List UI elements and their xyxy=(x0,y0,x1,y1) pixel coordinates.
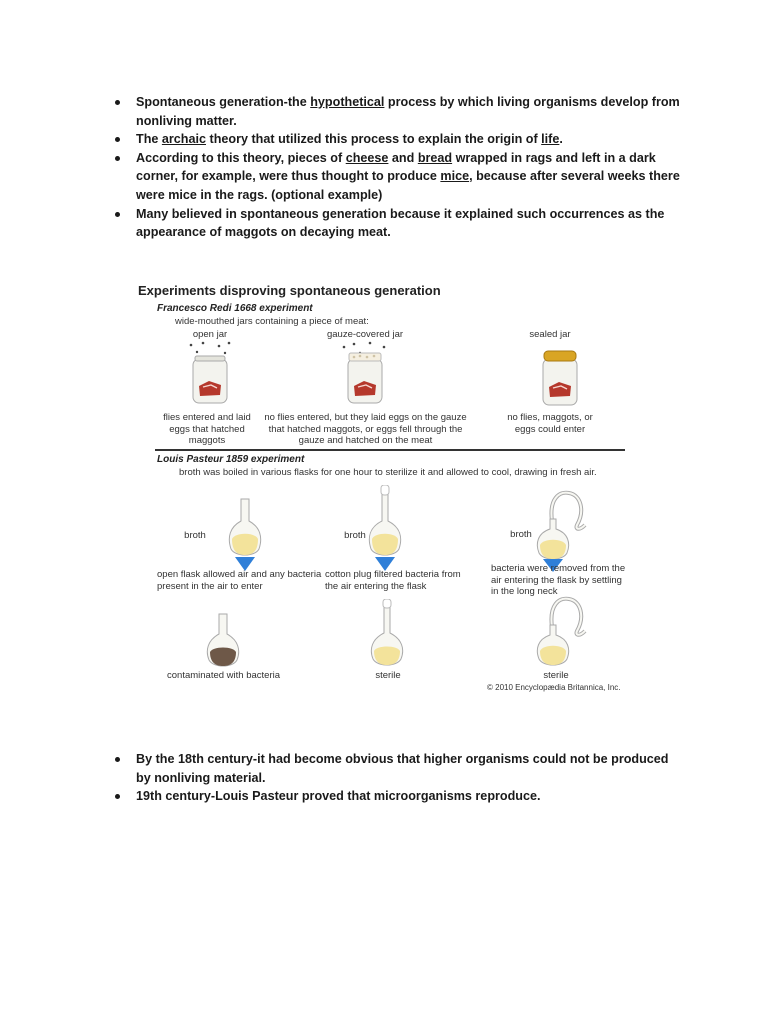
bullet-item: Many believed in spontaneous generation because it explained such occurrences as the appearance of maggots on decaying meat. xyxy=(112,205,682,242)
result-contaminated: contaminated with bacteria xyxy=(167,670,281,681)
jar-label-sealed: sealed jar xyxy=(529,329,571,340)
redi-heading: Francesco Redi 1668 experiment xyxy=(157,303,313,314)
redi-caption-sealed: no flies, maggots, or eggs could enter xyxy=(507,412,593,435)
bullet-item: By the 18th century-it had become obvious that higher organisms could not be produced by nonliving material. xyxy=(112,750,682,787)
bullet-list-top xyxy=(112,93,682,242)
copyright: © 2010 Encyclopædia Britannica, Inc. xyxy=(487,683,621,692)
bullet-item: The archaic theory that utilized this process to explain the origin of life. xyxy=(112,130,682,149)
contaminated-flask-icon xyxy=(203,612,243,668)
sterile-flask-icon xyxy=(367,599,407,669)
broth-label-3: broth xyxy=(510,529,532,540)
figure-title: Experiments disproving spontaneous generation xyxy=(138,283,441,298)
jar-label-open: open jar xyxy=(192,329,228,340)
bullet-list-bottom xyxy=(112,750,682,806)
pasteur-caption-cotton: cotton plug filtered bacteria from the air entering the flask xyxy=(325,569,461,592)
spontaneous-generation-figure xyxy=(135,285,635,695)
result-sterile-1: sterile xyxy=(375,670,401,681)
pasteur-caption-swan: bacteria were removed from the air entering the flask by settling in the long neck xyxy=(491,563,626,597)
broth-label-2: broth xyxy=(344,530,366,541)
pasteur-subheading: broth was boiled in various flasks for one hour to sterilize it and allowed to cool, drawing in fresh air. xyxy=(179,467,597,478)
redi-subheading: wide-mouthed jars containing a piece of meat: xyxy=(175,316,369,327)
cotton-plug-flask-icon xyxy=(365,485,405,573)
bullet-item: According to this theory, pieces of cheese and bread wrapped in rags and left in a dark corner, for example, were thus thought to produce mice, because after several weeks there were mice in the rags. (optional example) xyxy=(112,149,682,205)
pasteur-heading: Louis Pasteur 1859 experiment xyxy=(157,454,305,465)
gauze-jar-icon xyxy=(340,341,390,405)
result-sterile-2: sterile xyxy=(543,670,569,681)
swan-neck-flask-icon xyxy=(535,489,595,573)
open-jar-icon xyxy=(185,341,235,405)
jar-label-gauze: gauze-covered jar xyxy=(326,329,404,340)
section-divider xyxy=(155,449,625,451)
open-flask-icon xyxy=(225,497,265,573)
redi-caption-open: flies entered and laid eggs that hatched maggots xyxy=(163,412,251,446)
redi-caption-gauze: no flies entered, but they laid eggs on the gauze that hatched maggots, or eggs fell through the gauze and hatched on the meat xyxy=(264,412,467,446)
sterile-swan-flask-icon xyxy=(535,595,595,669)
bullet-item: Spontaneous generation-the hypothetical process by which living organisms develop from nonliving matter. xyxy=(112,93,682,130)
pasteur-caption-open: open flask allowed air and any bacteria present in the air to enter xyxy=(157,569,322,592)
bullet-item: 19th century-Louis Pasteur proved that microorganisms reproduce. xyxy=(112,787,682,806)
broth-label-1: broth xyxy=(184,530,206,541)
sealed-jar-icon xyxy=(535,347,585,407)
